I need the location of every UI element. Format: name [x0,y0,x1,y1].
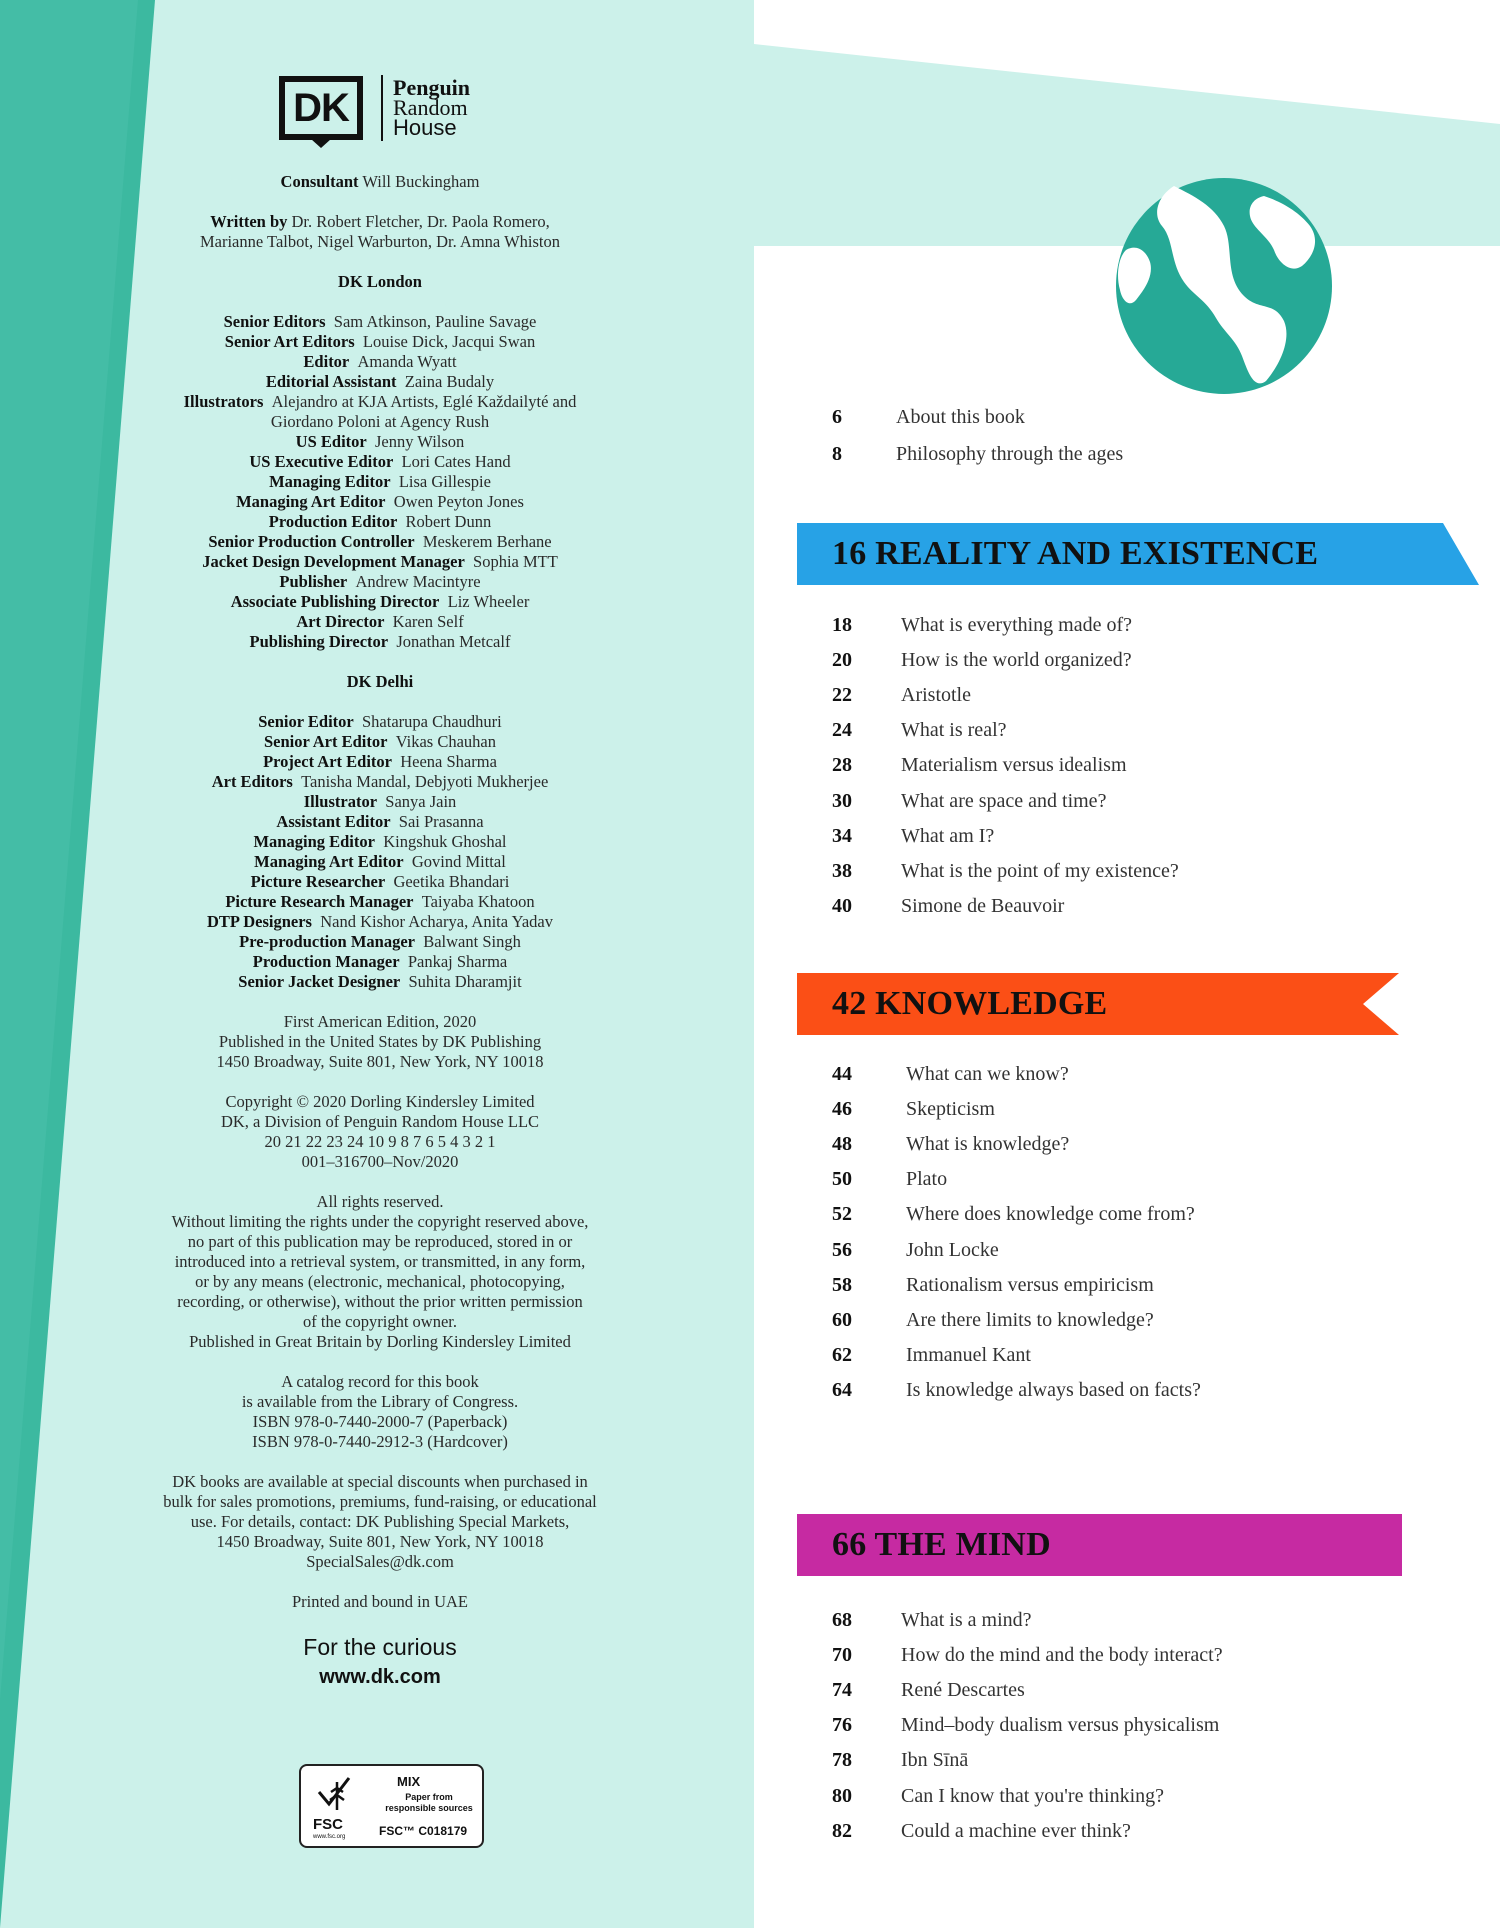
toc-page-number: 60 [832,1309,852,1331]
credit-role: Consultant [280,172,359,191]
website-link[interactable]: www.dk.com [319,1666,441,1688]
toc-entry-title: Where does knowledge come from? [906,1203,1195,1225]
fsc-paper-text [379,1792,479,1814]
toc-page-number: 70 [832,1644,852,1666]
toc-entry-title: Plato [906,1168,948,1190]
credit-name: Owen Peyton Jones [393,492,524,511]
credit-name: Jenny Wilson [374,432,465,451]
text-line: introduced into a retrieval system, or transmitted, in any form, [174,1252,586,1271]
imprint-line: House [393,115,457,140]
text-line: 001–316700–Nov/2020 [301,1152,459,1171]
credit-line [110,432,650,452]
london-heading: DK London [338,272,422,291]
credit-role: Senior Art Editors [224,332,355,351]
toc-page-number: 6 [832,406,842,428]
toc-entry-title: What is real? [901,719,1007,741]
credit-name: Shatarupa Chaudhuri [361,712,502,731]
credit-line [110,612,650,632]
credit-line [110,312,650,332]
toc-page-number: 58 [832,1274,852,1296]
toc-entry-title: Ibn Sīnā [901,1749,969,1771]
toc-page-number: 46 [832,1098,852,1120]
credit-name: Zaina Budaly [404,372,495,391]
credit-line [110,732,650,752]
toc-entry-title: John Locke [906,1239,999,1261]
text-line: bulk for sales promotions, premiums, fund-raising, or educational [163,1492,597,1511]
text-line: ISBN 978-0-7440-2000-7 (Paperback) [252,1412,508,1431]
credit-role: Assistant Editor [276,812,391,831]
toc-page-number: 24 [832,719,852,741]
fsc-label: FSC [313,1816,343,1833]
credit-role: Senior Art Editor [264,732,388,751]
credit-name: Suhita Dharamjit [408,972,522,991]
credit-role: Senior Editors [223,312,326,331]
credit-line [110,372,650,392]
toc-entry-title: What is a mind? [901,1609,1032,1631]
toc-page-number: 56 [832,1239,852,1261]
credit-name: Sophia MTT [473,552,558,571]
fsc-code: FSC™ C018179 [379,1824,468,1838]
text-line: Published in Great Britain by Dorling Kindersley Limited [189,1332,571,1351]
credit-name: Sanya Jain [385,792,457,811]
toc-page-number: 50 [832,1168,852,1190]
credit-line [110,792,650,812]
credit-role: Publisher [279,572,348,591]
credit-line [110,972,650,992]
toc-page-number: 80 [832,1785,852,1807]
credit-role: Editor [303,352,350,371]
logo-divider [381,75,383,141]
credit-role: Picture Researcher [250,872,386,891]
credit-line [110,852,650,872]
text-line: use. For details, contact: DK Publishing Special Markets, [190,1512,570,1531]
credit-line [110,592,650,612]
toc-page-number: 76 [832,1714,852,1736]
credit-role: Art Editors [211,772,293,791]
credit-role: Production Editor [268,512,398,531]
delhi-heading: DK Delhi [346,672,414,691]
credit-role: Senior Production Controller [208,532,415,551]
toc-entry-title: Aristotle [901,684,971,706]
toc-entry-title: About this book [896,406,1025,428]
credit-name: Geetika Bhandari [393,872,510,891]
toc-page-number: 62 [832,1344,852,1366]
toc-page-number: 18 [832,614,852,636]
credit-name: Balwant Singh [423,932,521,951]
credit-line [110,452,650,472]
toc-page-number: 64 [832,1379,852,1401]
toc-entry-title: Rationalism versus empiricism [906,1274,1154,1296]
credit-role: US Executive Editor [249,452,394,471]
credit-name: Nand Kishor Acharya, Anita Yadav [320,912,553,931]
globe-icon [1116,178,1332,394]
text-line: Copyright © 2020 Dorling Kindersley Limited [225,1092,535,1111]
toc-page-number: 8 [832,443,842,465]
written-by-line [110,212,650,232]
credit-role: DTP Designers [206,912,312,931]
credit-role: Illustrators [183,392,264,411]
toc-page-number: 38 [832,860,852,882]
text-line: DK books are available at special discounts when purchased in [172,1472,588,1491]
text-line: 20 21 22 23 24 10 9 8 7 6 5 4 3 2 1 [264,1132,496,1151]
credit-role: Picture Research Manager [225,892,414,911]
credit-line [110,812,650,832]
penguin-random-house-logo [393,75,471,140]
section-heading: 66 THE MIND [832,1526,1051,1563]
credit-name: Will Buckingham [362,172,480,191]
credit-line [110,932,650,952]
toc-entry-title: René Descartes [901,1679,1025,1701]
text-line: SpecialSales@dk.com [306,1552,454,1571]
section-banner [797,1514,1402,1576]
toc-entry-title: Is knowledge always based on facts? [906,1379,1201,1401]
toc-entry-title: Skepticism [906,1098,995,1120]
toc-entry-title: Simone de Beauvoir [901,895,1065,917]
credit-role: Illustrator [303,792,378,811]
credit-line [110,892,650,912]
credit-name: Meskerem Berhane [422,532,552,551]
credit-line [110,952,650,972]
text-line: 1450 Broadway, Suite 801, New York, NY 10018 [216,1052,544,1071]
text-line: or by any means (electronic, mechanical, photocopying, [195,1272,565,1291]
dk-logo-text: DK [293,85,349,130]
credit-name: Sai Prasanna [398,812,484,831]
credit-name: Lisa Gillespie [398,472,491,491]
fsc-website: www.fsc.org [313,1834,346,1840]
toc-entry-title: Can I know that you're thinking? [901,1785,1164,1807]
toc-page-number: 74 [832,1679,852,1701]
toc-entry-title: Mind–body dualism versus physicalism [901,1714,1220,1736]
credit-name: Tanisha Mandal, Debjyoti Mukherjee [301,772,549,791]
credit-line [110,332,650,352]
credit-name: Kingshuk Ghoshal [383,832,507,851]
credit-role: US Editor [295,432,367,451]
credit-name: Taiyaba Khatoon [421,892,535,911]
toc-entry-title: What can we know? [906,1063,1069,1085]
text-line: A catalog record for this book [281,1372,479,1391]
toc-page-number: 30 [832,790,852,812]
credit-line [110,492,650,512]
text-line: All rights reserved. [316,1192,444,1211]
publisher-logo [279,75,470,141]
fsc-paper-line: responsible sources [385,1803,473,1813]
credit-role: Written by [210,212,288,231]
credit-name: Liz Wheeler [447,592,530,611]
toc-entry-title: What is everything made of? [901,614,1133,636]
credit-name: Dr. Robert Fletcher, Dr. Paola Romero, [291,212,550,231]
credits-block [110,172,650,1692]
sales-block [110,1472,650,1572]
header-decoration [754,0,1500,460]
copyright-block [110,1092,650,1172]
section-banner [797,973,1399,1035]
toc-entry-title: What is knowledge? [906,1133,1070,1155]
credit-name: Louise Dick, Jacqui Swan [362,332,536,351]
credit-role: Editorial Assistant [265,372,397,391]
credit-role: Jacket Design Development Manager [202,552,465,571]
toc-page-number: 78 [832,1749,852,1771]
text-line: Without limiting the rights under the copyright reserved above, [171,1212,589,1231]
credit-line [110,872,650,892]
toc-entry-title: What am I? [901,825,995,847]
credit-name: Robert Dunn [405,512,492,531]
credit-role: Art Director [296,612,385,631]
toc-page-number: 34 [832,825,852,847]
toc-entry-title: How do the mind and the body interact? [901,1644,1223,1666]
imprint-line: Random [393,95,468,120]
written-by-line-2: Marianne Talbot, Nigel Warburton, Dr. Amna Whiston [199,232,560,251]
credit-role: Managing Art Editor [236,492,386,511]
text-line: DK, a Division of Penguin Random House LLC [220,1112,540,1131]
imprint-line: Penguin [393,75,471,100]
toc-page-number: 44 [832,1063,852,1085]
toc-page-number: 20 [832,649,852,671]
tagline: For the curious [303,1634,457,1660]
fsc-mix-label: MIX [397,1774,421,1789]
credit-line [110,352,650,372]
fsc-tree-icon [315,1774,359,1814]
credit-line [110,752,650,772]
delhi-credits [110,712,650,992]
text-line: is available from the Library of Congress. [241,1392,519,1411]
toc-page-number: 82 [832,1820,852,1842]
toc-entry-title: Could a machine ever think? [901,1820,1131,1842]
credit-role: Associate Publishing Director [230,592,440,611]
credit-line [110,472,650,492]
text-line: First American Edition, 2020 [283,1012,477,1031]
credit-role: Production Manager [252,952,400,971]
credit-name: Karen Self [392,612,464,631]
credit-name: Heena Sharma [400,752,497,771]
text-line: Published in the United States by DK Publishing [218,1032,542,1051]
credit-line [110,712,650,732]
credit-role: Publishing Director [249,632,389,651]
toc-page-number: 68 [832,1609,852,1631]
toc-entry-title: Are there limits to knowledge? [906,1309,1154,1331]
toc-entry-title: Philosophy through the ages [896,443,1124,465]
credit-line [110,552,650,572]
credit-role: Senior Jacket Designer [238,972,401,991]
consultant-line [110,172,650,192]
credit-line [110,572,650,592]
credit-role: Pre-production Manager [239,932,415,951]
text-line: of the copyright owner. [303,1312,457,1331]
credit-name: Jonathan Metcalf [396,632,511,651]
toc-page-number: 48 [832,1133,852,1155]
text-line: ISBN 978-0-7440-2912-3 (Hardcover) [252,1432,508,1451]
credit-name: Alejandro at KJA Artists, Eglé Každailyté and [271,392,577,411]
credit-line [110,832,650,852]
credit-line [110,632,650,652]
credit-role: Senior Editor [258,712,354,731]
credit-name: Giordano Poloni at Agency Rush [270,412,490,431]
fsc-paper-line: Paper from [405,1792,453,1802]
credit-name: Govind Mittal [411,852,506,871]
dk-logo [279,76,363,140]
section-banner [797,523,1479,585]
section-heading: 42 KNOWLEDGE [832,985,1108,1022]
credit-line [110,772,650,792]
credit-role: Managing Editor [253,832,375,851]
credit-role: Managing Editor [269,472,391,491]
credit-name: Andrew Macintyre [355,572,481,591]
toc-entry-title: Materialism versus idealism [901,754,1127,776]
credit-line [110,512,650,532]
credit-role: Project Art Editor [263,752,392,771]
credit-line [110,392,650,412]
toc-entry-title: What is the point of my existence? [901,860,1179,882]
fsc-certification-logo [299,1764,484,1848]
catalog-block [110,1372,650,1452]
text-line: recording, or otherwise), without the prior written permission [177,1292,583,1311]
toc-entry-title: What are space and time? [901,790,1107,812]
credit-name: Sam Atkinson, Pauline Savage [333,312,537,331]
toc-entry-title: How is the world organized? [901,649,1132,671]
text-line: 1450 Broadway, Suite 801, New York, NY 10018 [216,1532,544,1551]
credit-name: Amanda Wyatt [357,352,457,371]
credit-role: Managing Art Editor [254,852,404,871]
text-line: no part of this publication may be reproduced, stored in or [187,1232,573,1251]
toc-page-number: 22 [832,684,852,706]
credit-line [110,412,650,432]
credit-name: Pankaj Sharma [407,952,508,971]
toc-page-number: 28 [832,754,852,776]
credit-line [110,532,650,552]
section-heading: 16 REALITY AND EXISTENCE [832,535,1319,572]
toc-entry-title: Immanuel Kant [906,1344,1031,1366]
credit-name: Vikas Chauhan [395,732,496,751]
london-credits [110,312,650,652]
edition-block [110,1012,650,1072]
toc-page-number: 40 [832,895,852,917]
rights-block [110,1192,650,1352]
credit-name: Lori Cates Hand [401,452,511,471]
toc-page-number: 52 [832,1203,852,1225]
credit-line [110,912,650,932]
printed-line: Printed and bound in UAE [292,1592,468,1611]
